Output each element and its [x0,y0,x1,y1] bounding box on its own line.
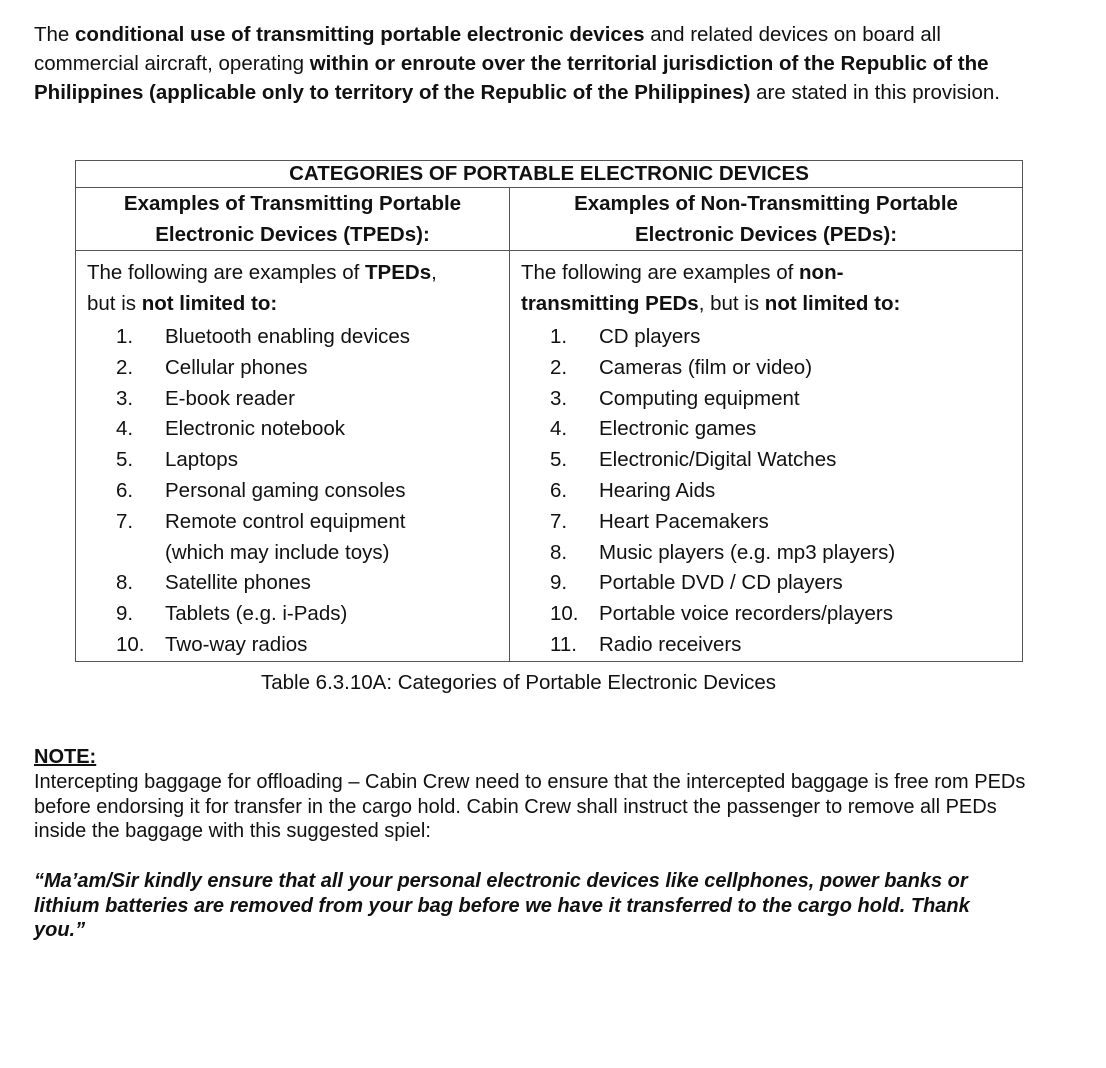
tped-list-item [76,476,509,507]
list-item-number: 11. [550,632,577,656]
tped-list-item [76,445,509,476]
list-item-text: (which may include toys) [165,540,390,564]
list-item-text: Two-way radios [165,632,308,656]
tped-list-item [76,353,509,384]
intro-text-1: The [34,23,76,46]
list-item-text: Electronic notebook [165,417,346,441]
note-body: Intercepting baggage for offloading – Cabin Crew need to ensure that the intercepted baggage is free rom PEDs before endorsing it for transfer in the cargo hold. Cabin Crew shall instruct the passenger to remove all PEDs inside the baggage with this suggested spiel: [34,771,1026,842]
ped-examples-cell [510,251,1023,662]
ped-list-item [510,476,1022,507]
ped-list-item [510,538,1022,569]
ped-header-line-1: Examples of Non-Transmitting Portable [574,192,958,215]
ped-list-item [510,384,1022,415]
list-item-number: 3. [116,386,134,410]
list-item-number: 5. [550,448,568,472]
list-item-text: Tablets (e.g. i-Pads) [165,602,348,626]
list-item-text: Bluetooth enabling devices [165,325,411,348]
ped-lead-bold: non- [799,261,844,284]
ped-list-item [510,445,1022,476]
list-item-number: 2. [116,355,134,379]
list-item-number: 8. [116,571,134,595]
ped-list-item [510,599,1022,630]
tped-list-item [76,507,509,538]
list-item-text: CD players [599,325,701,348]
intro-bold-1: conditional use of transmitting portable electronic devices [75,23,645,46]
ped-list-item [510,353,1022,384]
list-item-number: 3. [550,386,568,410]
tped-lead-part: but is [87,292,142,315]
tped-list-item [76,630,509,661]
list-item-text: E-book reader [165,386,295,410]
suggested-spiel: “Ma’am/Sir kindly ensure that all your personal electronic devices like cellphones, power banks or lithium batteries are removed from your bag before we have it transferred to the cargo hold. Thank you.” [34,870,970,941]
tped-header-line-1: Examples of Transmitting Portable [123,192,462,215]
intro-text-3: are stated in this provision. [750,81,1000,104]
ped-list-item [510,568,1022,599]
list-item-number: 10. [116,632,145,656]
ped-list-item [510,414,1022,445]
tped-list-item [76,414,509,445]
list-item-text: Hearing Aids [599,478,716,502]
tped-lead-bold: not limited to: [141,292,278,315]
intro-text-2: and related devices on board all commercial aircraft, operating [34,23,941,75]
ped-column-header [510,188,1023,251]
tped-list-item [76,599,509,630]
list-item-text: Electronic games [599,417,757,441]
ped-lead-bold: not limited to: [764,292,901,315]
list-item-number: 1. [550,325,568,348]
ped-lead-bold: transmitting PEDs [521,292,699,315]
list-item-text: Personal gaming consoles [165,478,406,502]
list-item-number: 6. [550,478,568,502]
list-item-number: 7. [550,509,568,533]
intro-paragraph [34,20,1034,107]
ped-list-item [510,630,1022,661]
ped-lead-part: , but is [698,292,765,315]
ped-categories-table [75,160,1023,662]
ped-lead-text [521,257,1022,319]
list-item-text: Heart Pacemakers [599,509,769,533]
tped-lead-text [87,257,509,319]
tped-list-item [76,538,509,569]
list-item-number: 1. [116,325,134,348]
list-item-text: Computing equipment [599,386,800,410]
list-item-number: 10. [550,602,579,626]
ped-header-line-2: Electronic Devices (PEDs): [634,223,898,246]
list-item-number: 4. [550,417,568,441]
list-item-number: 5. [116,448,134,472]
tped-list [76,322,509,661]
tped-examples-cell [76,251,510,662]
list-item-text: Electronic/Digital Watches [599,448,837,472]
ped-list-item [510,322,1022,353]
list-item-text: Cameras (film or video) [599,355,813,379]
list-item-text: Cellular phones [165,355,308,379]
list-item-text: Portable voice recorders/players [599,602,893,626]
list-item-number: 7. [116,509,134,533]
list-item-number: 4. [116,417,134,441]
list-item-text: Remote control equipment [165,509,406,533]
tped-lead-bold: TPEDs [365,261,432,284]
ped-list-item [510,507,1022,538]
table-title: CATEGORIES OF PORTABLE ELECTRONIC DEVICES [76,161,1023,188]
tped-lead-part: The following are examples of [87,261,366,284]
tped-list-item [76,568,509,599]
list-item-text: Laptops [165,448,238,472]
tped-lead-part: , [431,261,437,284]
tped-column-header [76,188,510,251]
list-item-number: 8. [550,540,568,564]
list-item-number: 9. [116,602,134,626]
ped-list [510,322,1022,661]
list-item-text: Satellite phones [165,571,311,595]
list-item-number: 9. [550,571,568,595]
tped-header-line-2: Electronic Devices (TPEDs): [155,223,430,246]
tped-list-item [76,322,509,353]
list-item-number: 6. [116,478,134,502]
list-item-text: Music players (e.g. mp3 players) [599,540,896,564]
list-item-number: 2. [550,355,568,379]
intro-bold-2: within or enroute over the territorial jurisdiction of the Republic of the Philippines (applicable only to territory of the Republic of the Philippines) [34,52,989,104]
list-item-text: Radio receivers [599,632,742,656]
list-item-text: Portable DVD / CD players [599,571,843,595]
tped-list-item [76,384,509,415]
ped-lead-part: The following are examples of [521,261,800,284]
table-caption: Table 6.3.10A: Categories of Portable Electronic Devices [260,671,777,694]
note-title: NOTE: [34,746,97,768]
